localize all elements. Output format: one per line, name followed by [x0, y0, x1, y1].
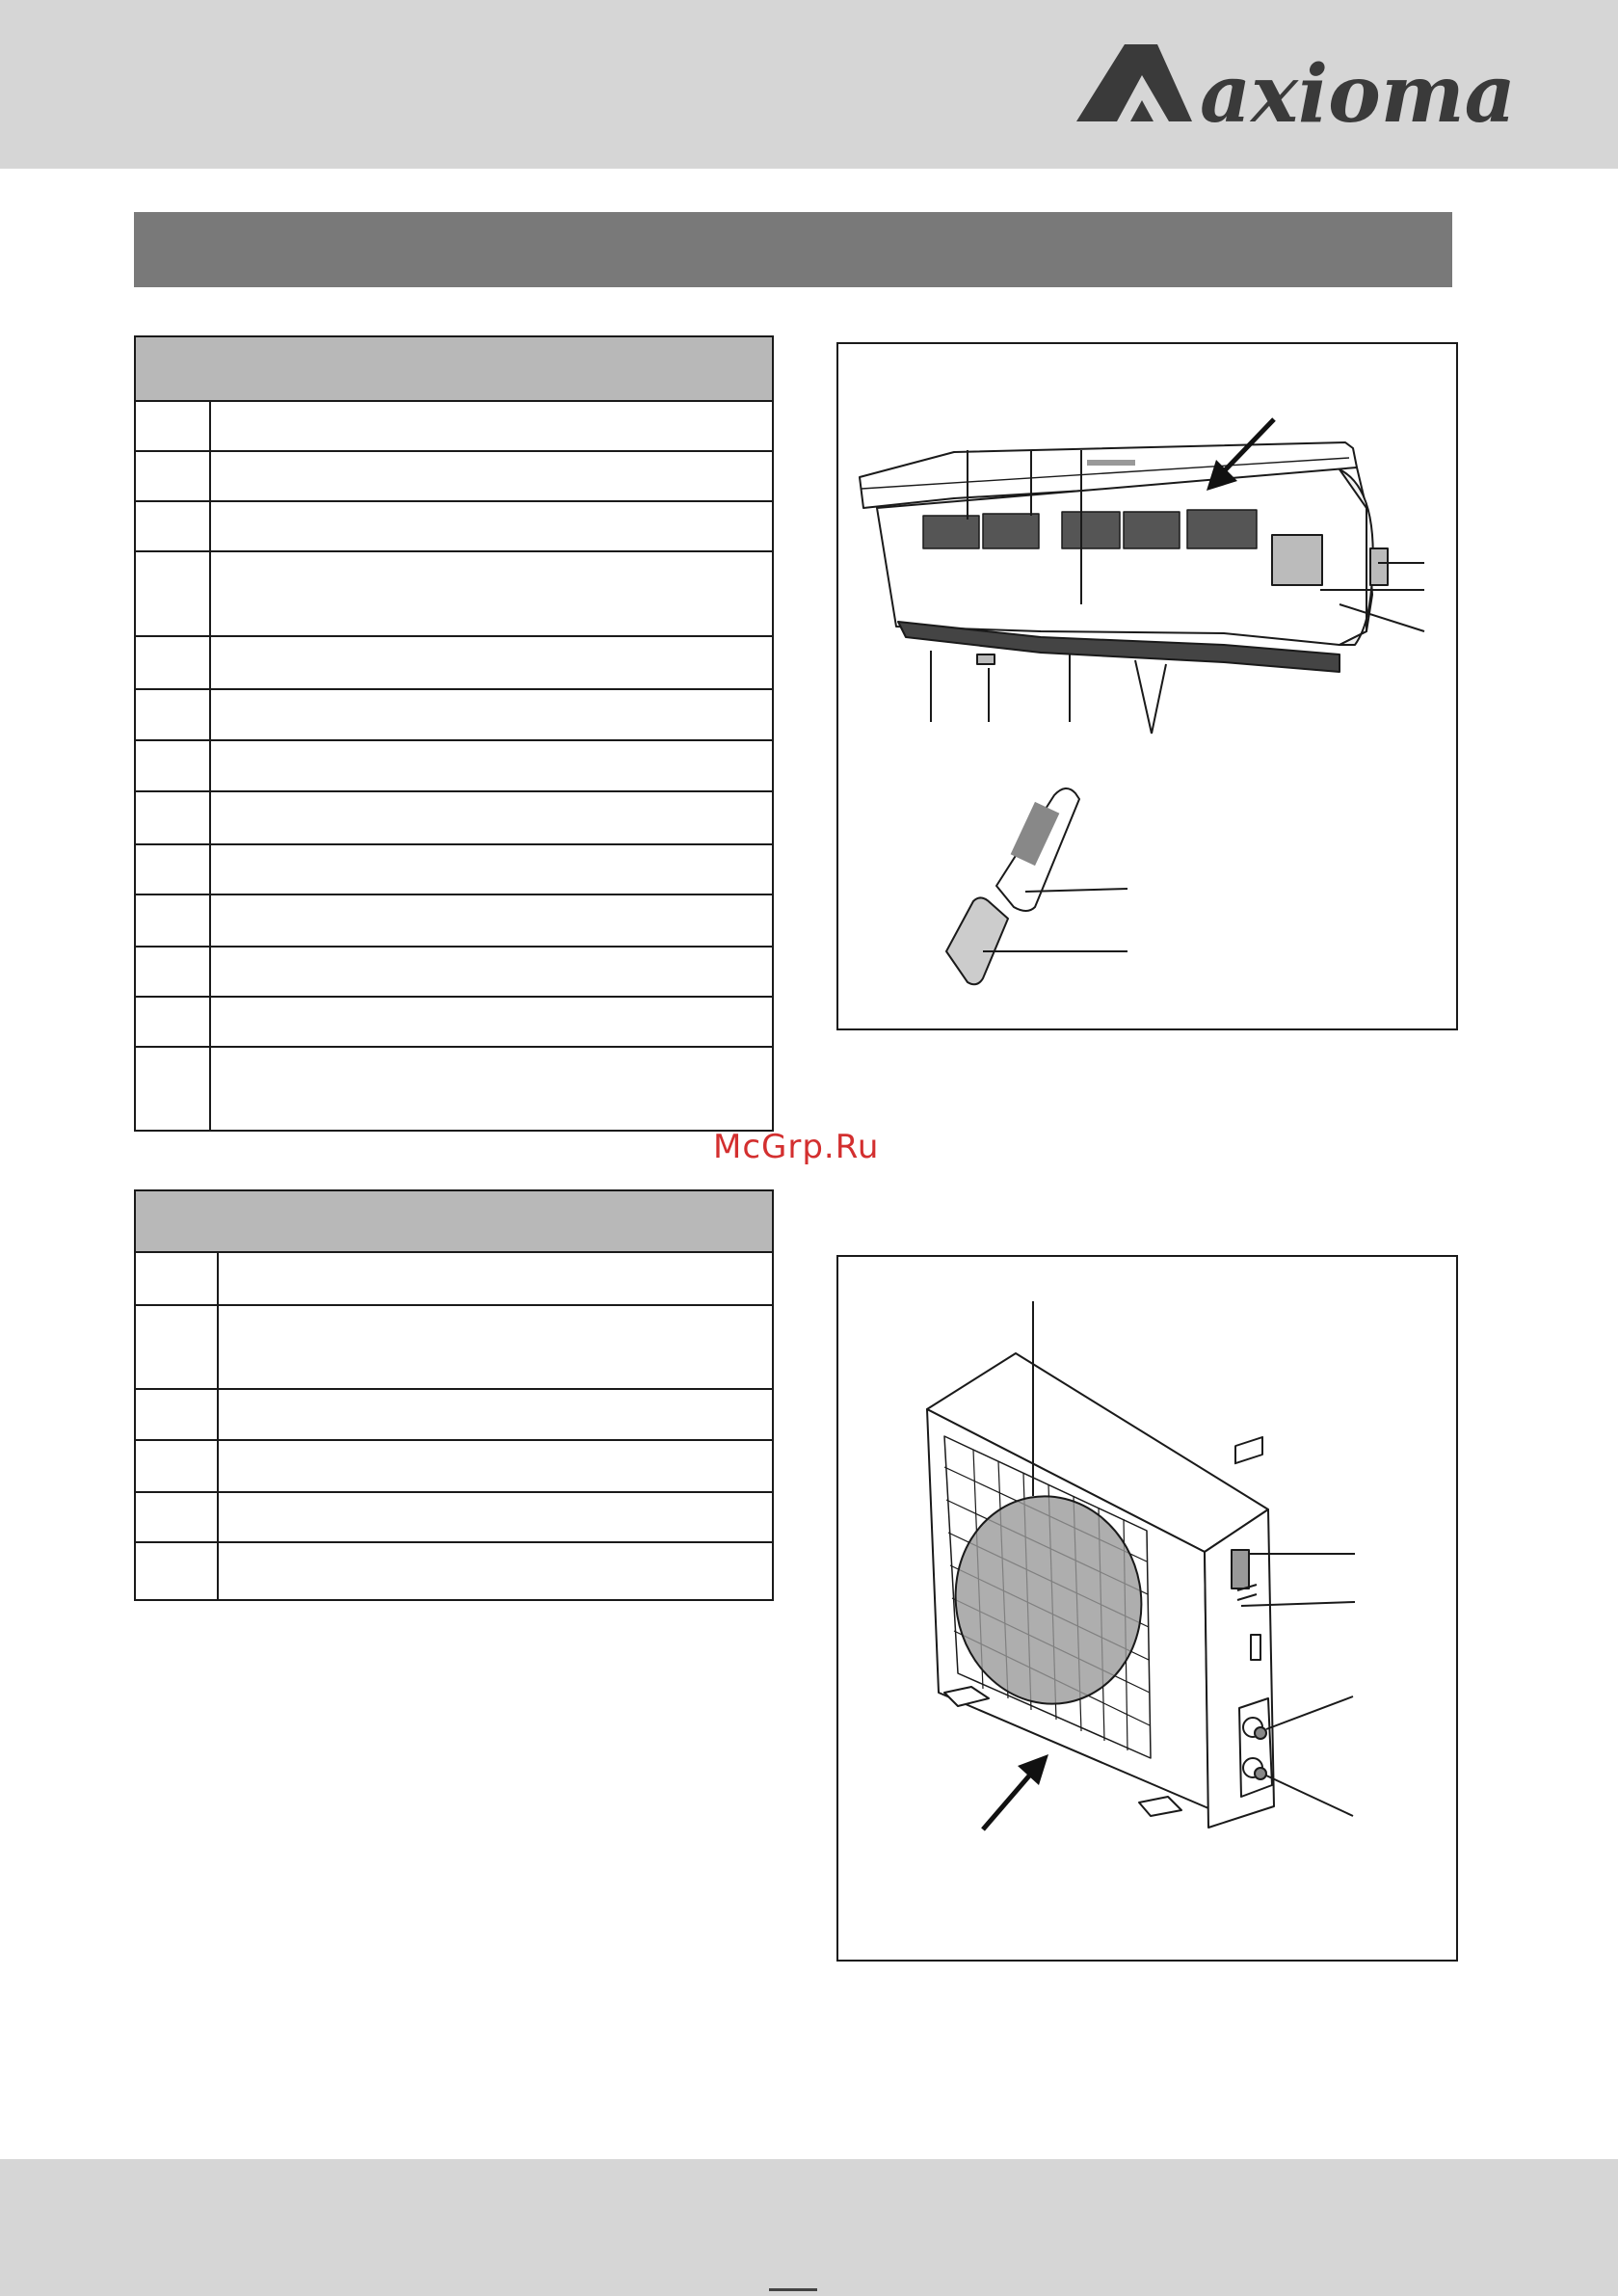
table-row: [136, 552, 772, 637]
table-row: [136, 1441, 772, 1493]
page-marker: [769, 2288, 817, 2291]
table-row: [136, 502, 772, 552]
table-row: [136, 1390, 772, 1441]
table-header: [136, 1191, 772, 1253]
table-row: [136, 741, 772, 792]
table-row: [136, 845, 772, 895]
table-row: [136, 948, 772, 998]
indoor-unit-figure: [836, 342, 1458, 1030]
logo-wordmark: axioma: [1200, 48, 1516, 133]
table-row: [136, 1306, 772, 1390]
indoor-unit-table: [134, 335, 774, 1132]
outdoor-unit-figure: [836, 1255, 1458, 1962]
table-row: [136, 998, 772, 1048]
watermark-text: McGrp.Ru: [713, 1128, 880, 1166]
section-title-bar: [134, 212, 1452, 287]
outdoor-unit-illustration: [838, 1257, 1456, 1960]
table-row: [136, 792, 772, 845]
table-row: [136, 402, 772, 452]
axioma-logo: [1074, 37, 1547, 133]
table-row: [136, 1253, 772, 1306]
table-row: [136, 637, 772, 690]
airflow-arrow-icon: [983, 1754, 1048, 1829]
table-row: [136, 895, 772, 948]
table-row: [136, 690, 772, 741]
table-row: [136, 1493, 772, 1543]
outdoor-unit-table: [134, 1189, 774, 1601]
table-row: [136, 1048, 772, 1132]
footer-band: [0, 2159, 1618, 2296]
table-row: [136, 452, 772, 502]
indoor-unit-illustration: [838, 344, 1456, 1028]
table-header: [136, 337, 772, 402]
table-row: [136, 1543, 772, 1599]
